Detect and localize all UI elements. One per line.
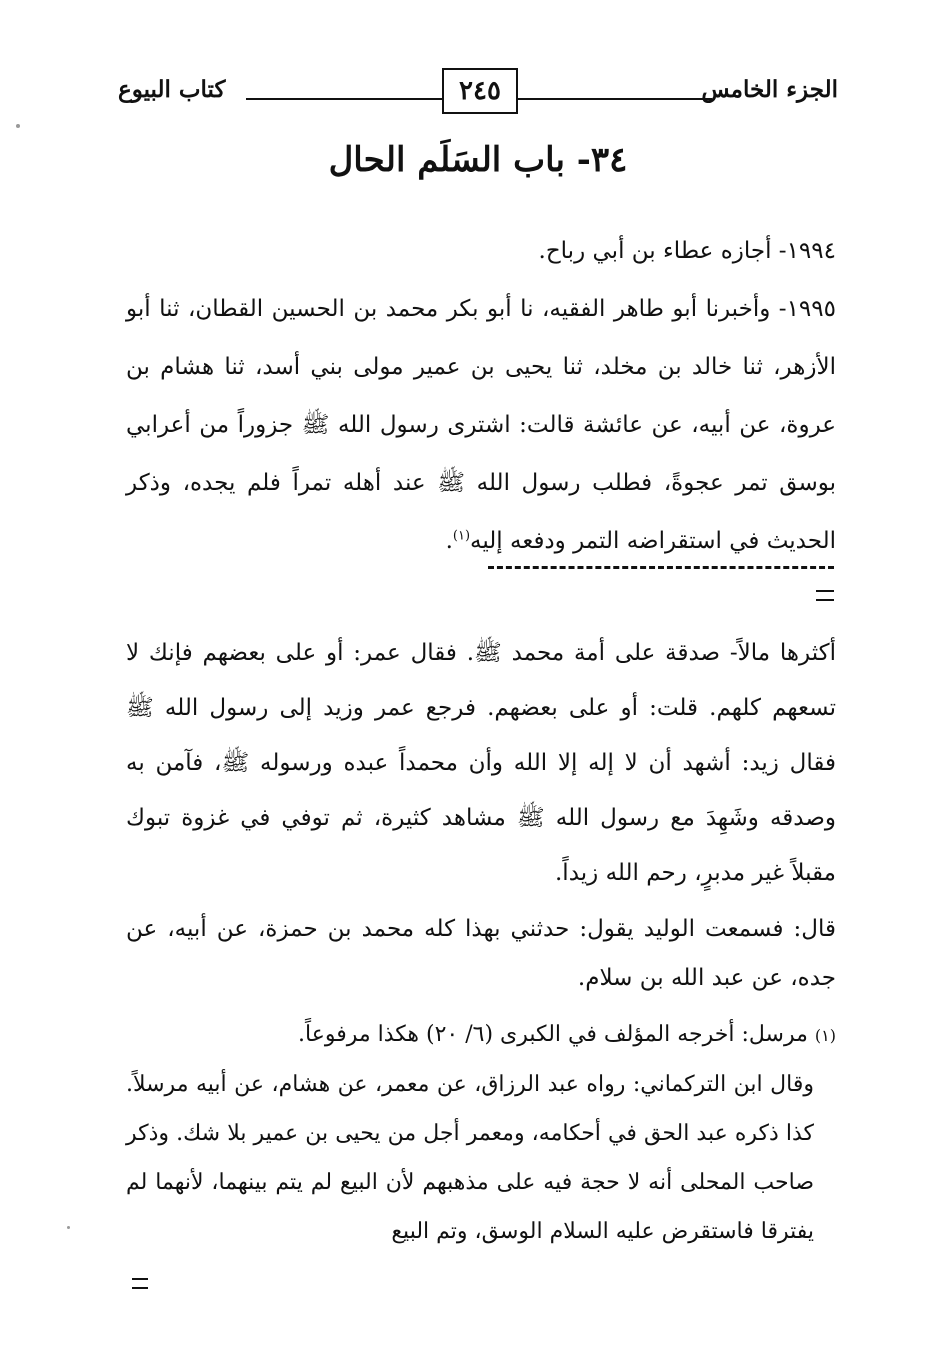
footnote-reference: (١) <box>452 528 471 544</box>
page-header <box>118 68 838 120</box>
continued-paragraph-2: قال: فسمعت الوليد يقول: حدثني بهذا كله محمد بن حمزة، عن أبيه، عن جده، عن عبد الله بن سلام. <box>126 916 836 991</box>
footnote <box>126 1010 836 1256</box>
footnote-separator <box>488 566 834 569</box>
main-text <box>126 222 836 570</box>
scan-speck <box>67 1226 70 1229</box>
volume-label: الجزء الخامس <box>701 76 838 103</box>
continued-paragraph: أكثرها مالاً- صدقة على أمة محمد ﷺ. فقال عمر: أو على بعضهم فإنك لا تسعهم كلهم. قلت: أو على بعضهم. فرجع عمر وزيد إلى رسول الله ﷺ فقال زيد: أشهد أن لا إله إلا الله وأن محمداً عبده ورسوله ﷺ، فآمن به وصدقه وشَهِدَ مع رسول الله ﷺ مشاهد كثيرة، ثم توفي في غزوة تبوك مقبلاً غير مدبرٍ، رحم الله زيداً. <box>126 640 836 886</box>
continued-footnote-text <box>126 626 836 1003</box>
footnote-label: (١) <box>814 1026 836 1045</box>
chapter-title: ٣٤- باب السَلَم الحال <box>328 140 628 180</box>
footnote-commentary: وقال ابن التركماني: رواه عبد الرزاق، عن معمر، عن هشام، عن أبيه مرسلاً. كذا ذكره عبد الحق في أحكامه، ومعمر أجل من يحيى بن عمير بلا شك. وذكر صاحب المحلى أنه لا حجة فيه على مذهبهم لأن البيع لم يتم بينهما، لأنهما لم يفترقا فاستقرض عليه السلام الوسق، وتم البيع <box>126 1072 814 1244</box>
hadith-1994: ١٩٩٤- أجازه عطاء بن أبي رباح. <box>538 238 836 264</box>
hadith-1995-text: ١٩٩٥- وأخبرنا أبو طاهر الفقيه، نا أبو بكر محمد بن الحسين القطان، ثنا أبو الأزهر، ثنا خالد بن مخلد، ثنا يحيى بن عمير مولى بني أسد، ثنا هشام بن عروة، عن أبيه، عن عائشة قالت: اشترى رسول الله ﷺ جزوراً من أعرابي بوسق تمر عجوةً، فطلب رسول الله ﷺ عند أهله تمراً فلم يجده، وذكر الحديث في استقراضه التمر ودفعه إليه <box>126 296 836 554</box>
scan-speck <box>16 124 20 128</box>
book-title: كتاب البيوع <box>118 76 226 103</box>
footnote-text: مرسل: أخرجه المؤلف في الكبرى (٦/ ٢٠) هكذا مرفوعاً. <box>298 1022 808 1047</box>
header-rule-right <box>516 98 712 100</box>
continuation-marker <box>816 590 834 601</box>
footnote-first-line <box>126 1010 836 1060</box>
page-number-box: ٢٤٥ <box>442 68 518 114</box>
hadith-1995: ١٩٩٥- وأخبرنا أبو طاهر الفقيه، نا أبو بكر محمد بن الحسين القطان، ثنا أبو الأزهر، ثنا خالد بن مخلد، ثنا يحيى بن عمير مولى بني أسد، ثنا هشام بن عروة، عن أبيه، عن عائشة قالت: اشترى رسول الله ﷺ جزوراً من أعرابي بوسق تمر عجوةً، فطلب رسول الله ﷺ عند أهله تمراً فلم يجده، وذكر الحديث في استقراضه التمر ودفعه إليه$^{(١)}$. <box>126 296 836 554</box>
header-rule-left <box>246 98 442 100</box>
continuation-marker-bottom <box>132 1278 148 1289</box>
